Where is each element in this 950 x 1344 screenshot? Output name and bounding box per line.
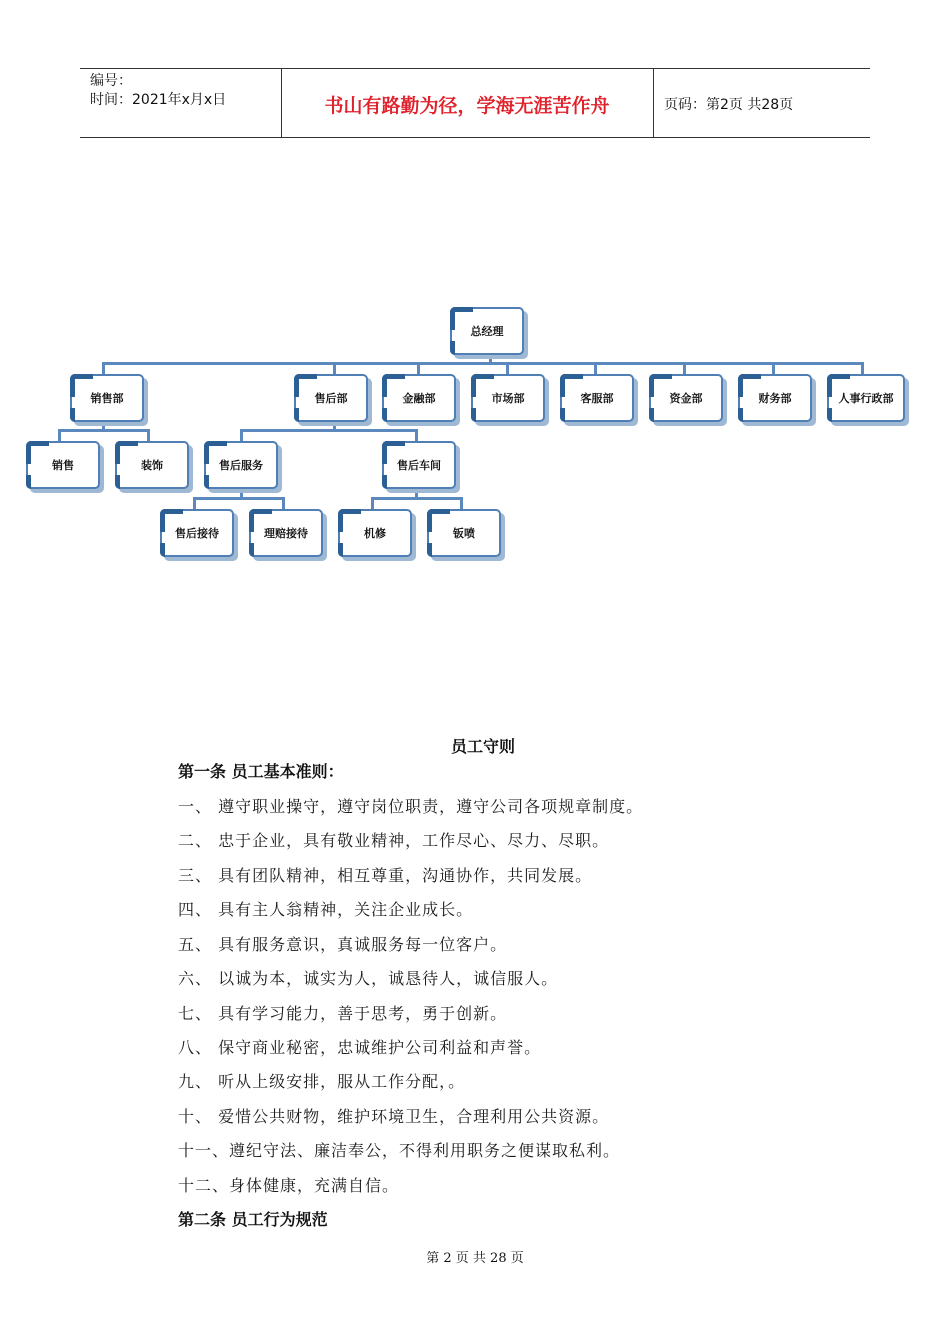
org-chart: [0, 0, 950, 600]
rule-item: 十二、身体健康，充满自信。: [178, 1176, 400, 1195]
org-node-aftersales-reception: 售后接待: [160, 509, 234, 557]
connector: [240, 429, 243, 441]
page-footer: 第 2 页 共 28 页: [426, 1251, 524, 1266]
connector: [282, 497, 285, 509]
time-label: 时间：2021年x月x日: [90, 92, 227, 108]
connector: [58, 429, 150, 432]
rule-item: 六、 以诚为本，诚实为人，诚恳待人，诚信服人。: [178, 969, 559, 988]
connector: [147, 429, 150, 441]
org-node-market-dept: 市场部: [471, 374, 545, 422]
org-node-decoration: 装饰: [115, 441, 189, 489]
rule-item: 五、 具有服务意识，真诚服务每一位客户。: [178, 935, 508, 954]
org-node-aftersales-service: 售后服务: [204, 441, 278, 489]
org-node-sales: 销售: [26, 441, 100, 489]
org-node-service-dept: 客服部: [560, 374, 634, 422]
connector: [371, 497, 374, 509]
rule-item: 七、 具有学习能力，善于思考，勇于创新。: [178, 1004, 508, 1023]
connector: [415, 429, 418, 441]
org-node-fund-dept: 资金部: [649, 374, 723, 422]
org-node-hr-admin-dept: 人事行政部: [827, 374, 905, 422]
org-node-aftersales-workshop: 售后车间: [382, 441, 456, 489]
rule-item: 一、 遵守职业操守，遵守岗位职责，遵守公司各项规章制度。: [178, 797, 644, 816]
org-node-aftersales-dept: 售后部: [294, 374, 368, 422]
page-info: 页码：第2页 共28页: [664, 97, 794, 113]
org-node-general-manager: 总经理: [450, 307, 524, 355]
article-1-heading: 第一条 员工基本准则：: [178, 762, 344, 781]
rule-item: 九、 听从上级安排，服从工作分配，。: [178, 1072, 466, 1091]
rule-item: 三、 具有团队精神，相互尊重，沟通协作，共同发展。: [178, 866, 593, 885]
connector: [371, 497, 463, 500]
connector: [58, 429, 61, 441]
number-label: 编号：: [90, 73, 132, 89]
connector: [193, 497, 196, 509]
org-node-mechanical-repair: 机修: [338, 509, 412, 557]
org-node-sales-dept: 销售部: [70, 374, 144, 422]
org-node-accounting-dept: 财务部: [738, 374, 812, 422]
document-title: 员工守则: [450, 737, 515, 756]
rule-item: 十一、遵纪守法、廉洁奉公，不得利用职务之便谋取私利。: [178, 1141, 621, 1160]
article-2-heading: 第二条 员工行为规范: [178, 1210, 328, 1229]
org-node-sheet-paint: 钣喷: [427, 509, 501, 557]
rule-item: 二、 忠于企业，具有敬业精神，工作尽心、尽力、尽职。: [178, 831, 610, 850]
motto: 书山有路勤为径，学海无涯苦作舟: [324, 95, 610, 117]
rule-item: 八、 保守商业秘密，忠诚维护公司利益和声誉。: [178, 1038, 542, 1057]
connector: [240, 429, 418, 432]
rule-item: 十、 爱惜公共财物，维护环境卫生，合理利用公共资源。: [178, 1107, 610, 1126]
connector: [102, 362, 864, 365]
rule-item: 四、 具有主人翁精神，关注企业成长。: [178, 900, 474, 919]
connector: [460, 497, 463, 509]
org-node-finance-dept: 金融部: [382, 374, 456, 422]
org-node-claim-reception: 理赔接待: [249, 509, 323, 557]
connector: [193, 497, 285, 500]
